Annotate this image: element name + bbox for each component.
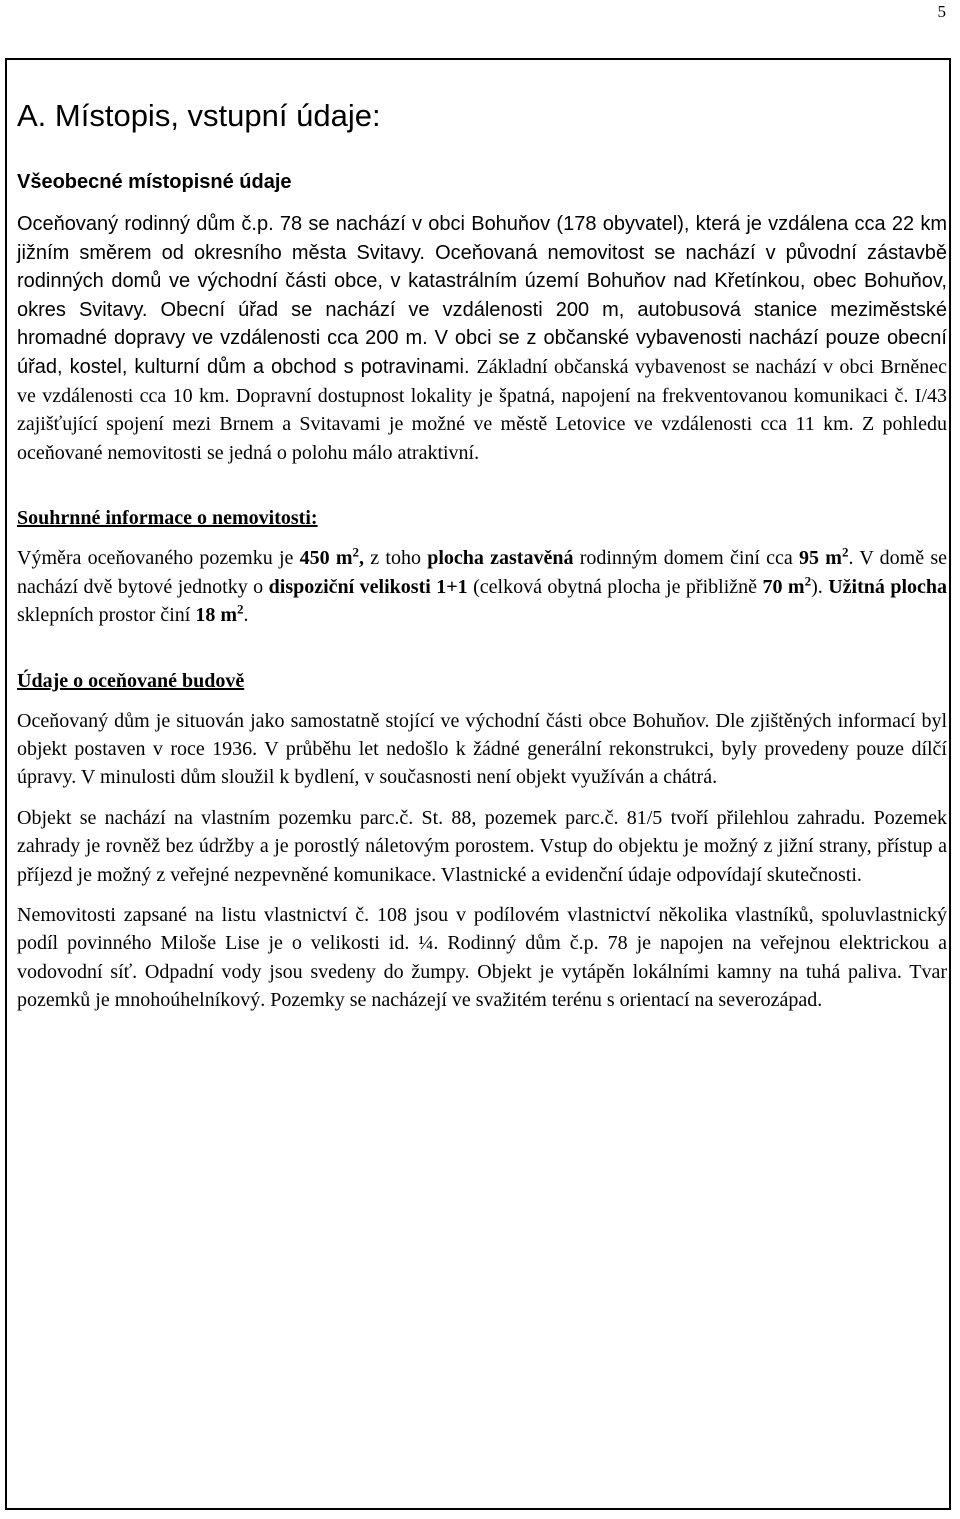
usable-area-sup: 2 (236, 601, 244, 617)
building-paragraph-2: Objekt se nachází na vlastním pozemku parc.č. St. 88, pozemek parc.č. 81/5 tvoří přilehlou zahradu. Pozemek zahrady je rovněž bez údržby a je porostlý náletovým porostem. Vstup do objektu je možný z jižní strany, přístup a příjezd je možný z veřejné nezpevněné komunikace. Vlastnické a evidenční údaje odpovídají skutečnosti. (17, 806, 947, 886)
usable-area-value: 18 m (195, 604, 237, 627)
summary-text-7: sklepních prostor činí (17, 604, 196, 627)
built-area-sup: 2 (841, 544, 849, 560)
usable-area (195, 601, 244, 627)
summary-paragraph (17, 544, 947, 629)
general-heading: Všeobecné místopisné údaje (17, 171, 292, 193)
section-title: A. Místopis, vstupní údaje: (17, 98, 381, 133)
summary-text-6: ). (811, 575, 829, 598)
summary-text-3: rodinným domem činí cca (573, 547, 800, 570)
summary-text-4: . V domě se nachází dvě bytové jednotky o (17, 547, 947, 598)
built-area (799, 544, 849, 570)
built-area-value: 95 m (799, 547, 842, 570)
usable-area-label: Užitná plocha (828, 575, 948, 598)
summary-heading (17, 506, 947, 530)
lot-area-value: 450 m (299, 547, 353, 570)
general-text-sans: Oceňovaný rodinný dům č.p. 78 se nachází v obci Bohuňov (178 obyvatel), která je vzdálena cca 22 km jižním směrem od okresního města Svitavy. Oceňovaná nemovitost se nachází v původní zástavbě rodinných domů ve východní části obce, v katastrálním území Bohuňov nad Křetínkou, obec Bohuňov, okres Svitavy. Obecní úřad se nachází ve vzdálenosti 200 m, autobusová stanice meziměstské hromadné dopravy ve vzdálenosti cca 200 m. V obci se z občanské vybavenosti nachází pouze obecní úřad, kostel, kulturní dům a obchod s potravinami. (17, 213, 947, 378)
building-heading: Údaje o oceňované budově (17, 669, 245, 692)
living-area-sup: 2 (804, 573, 812, 589)
general-paragraph (17, 210, 947, 467)
living-area (762, 573, 812, 598)
summary-text-1: Výměra oceňovaného pozemku je (17, 547, 300, 570)
disposition-label: dispoziční velikosti 1+1 (268, 575, 468, 598)
summary-heading-text: Souhrnné informace o nemovitosti: (17, 507, 318, 530)
lot-area-sup: 2 (352, 544, 360, 560)
summary-text-5: (celková obytná plocha je přibližně (467, 575, 763, 598)
built-area-label: plocha zastavěná (427, 547, 574, 570)
general-text-serif: Základní občanská vybavenost se nachází v obci Brněnec ve vzdálenosti cca 10 km. Dopravní dostupnost lokality je špatná, napojení na frekventovanou komunikaci č. I/43 zajišťující spojení mezi Brnem a Svitavami je možné ve městě Letovice ve vzdálenosti cca 11 km. Z pohledu oceňované nemovitosti se jedná o polohu málo atraktivní. (17, 355, 947, 464)
document-body (17, 96, 947, 1015)
summary-text-2: z toho (364, 547, 428, 570)
living-area-value: 70 m (762, 575, 805, 598)
building-paragraph-3: Nemovitosti zapsané na listu vlastnictví č. 108 jsou v podílovém vlastnictví několika vlastníků, spoluvlastnický podíl povinného Miloše Lise je o velikosti id. ¼. Rodinný dům č.p. 78 je napojen na veřejnou elektrickou a vodovodní síť. Odpadní vody jsou svedeny do žumpy. Objekt je vytápěn lokálními kamny na tuhá paliva. Tvar pozemků je mnohoúhelníkový. Pozemky se nacházejí ve svažitém terénu s orientací na severozápad. (17, 904, 947, 1012)
building-paragraph-1: Oceňovaný dům je situován jako samostatně stojící ve východní části obce Bohuňov. Dle zjištěných informací byl objekt postaven v roce 1936. V průběhu let nedošlo k žádné generální rekonstrukci, byly provedeny pouze dílčí úpravy. V minulosti dům sloužil k bydlení, v současnosti není objekt využíván a chátrá. (17, 709, 947, 789)
summary-text-8: . (243, 604, 249, 627)
lot-area (299, 544, 365, 570)
page-number: 5 (937, 2, 946, 21)
lot-area-comma: , (359, 547, 365, 570)
